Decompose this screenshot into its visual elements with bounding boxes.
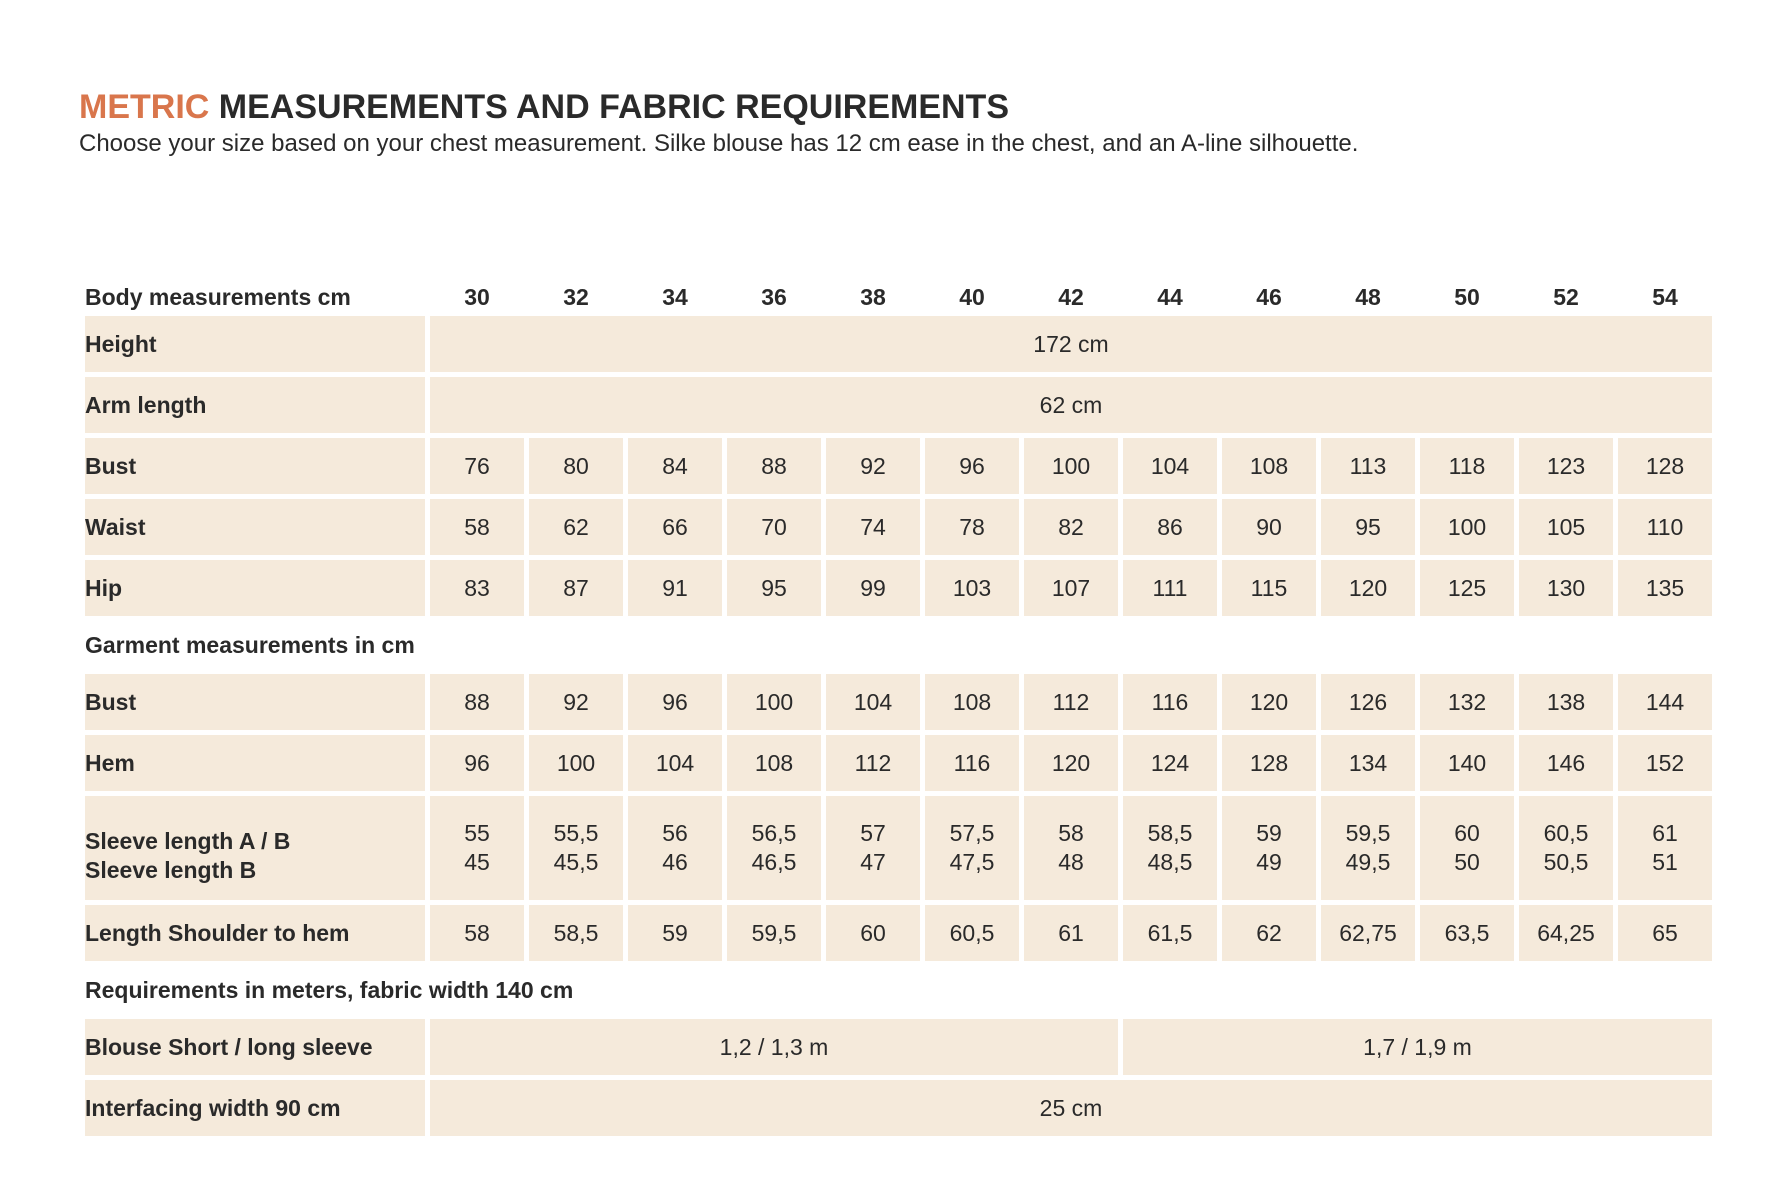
value-cell: 107: [1024, 560, 1118, 616]
value-cell: 108: [1222, 438, 1316, 494]
value-cell: 100: [529, 735, 623, 791]
sleeve-value-b: 45: [464, 849, 490, 875]
size-header: 54: [1652, 283, 1678, 310]
value-cell: 123: [1519, 438, 1613, 494]
value-cell: 146: [1519, 735, 1613, 791]
row-label: Bust: [85, 438, 425, 494]
height-value: 172 cm: [430, 316, 1712, 372]
value-cell: 100: [1024, 438, 1118, 494]
sleeve-value-a: 58: [1058, 820, 1084, 846]
value-cell: 87: [529, 560, 623, 616]
shoulder-row: [85, 905, 1712, 961]
title-accent: METRIC: [79, 88, 210, 126]
sleeve-value-a: 60,5: [1543, 820, 1589, 846]
row-label: Waist: [85, 499, 425, 555]
blouse-value-large: 1,7 / 1,9 m: [1123, 1019, 1712, 1075]
requirements-section-row: [85, 966, 1712, 1014]
value-cell: 108: [925, 674, 1019, 730]
row-label: Hem: [85, 735, 425, 791]
value-cell: 58: [430, 905, 524, 961]
sleeve-value-b: 50,5: [1543, 849, 1589, 875]
sleeve-value-a: 59,5: [1345, 820, 1391, 846]
value-cell: 112: [1024, 674, 1118, 730]
value-cell: 61: [1024, 905, 1118, 961]
value-cell: 138: [1519, 674, 1613, 730]
value-cell: 59,5: [727, 905, 821, 961]
blouse-value-small: 1,2 / 1,3 m: [430, 1019, 1118, 1075]
value-cell: 134: [1321, 735, 1415, 791]
sleeve-value-a: 56: [662, 820, 688, 846]
value-cell: 96: [925, 438, 1019, 494]
sleeve-value-b: 46: [662, 849, 688, 875]
value-cell: 95: [727, 560, 821, 616]
value-cell: 62: [1222, 905, 1316, 961]
sleeve-value-a: 56,5: [751, 820, 797, 846]
section-heading: Garment measurements in cm: [85, 631, 415, 658]
sleeve-value-b: 46,5: [751, 849, 797, 875]
sleeve-value-b: 49: [1256, 849, 1282, 875]
header-row: [85, 283, 1712, 311]
value-cell: 66: [628, 499, 722, 555]
sleeve-value-a: 60: [1454, 820, 1480, 846]
blouse-row: [85, 1019, 1712, 1075]
size-header: 52: [1553, 283, 1579, 310]
garment-row: [85, 735, 1712, 791]
value-cell: 130: [1519, 560, 1613, 616]
sleeve-value-cell: [826, 796, 920, 900]
size-header: 42: [1058, 283, 1084, 310]
value-cell: 99: [826, 560, 920, 616]
value-cell: 86: [1123, 499, 1217, 555]
value-cell: 58,5: [529, 905, 623, 961]
size-chart-table: [80, 278, 1717, 1141]
value-cell: 120: [1321, 560, 1415, 616]
value-cell: 88: [727, 438, 821, 494]
size-header: 44: [1157, 283, 1183, 310]
value-cell: 62: [529, 499, 623, 555]
sleeve-value-cell: [430, 796, 524, 900]
sleeve-value-cell: [529, 796, 623, 900]
value-cell: 124: [1123, 735, 1217, 791]
sleeve-value-cell: [1420, 796, 1514, 900]
size-header: 30: [464, 283, 490, 310]
row-label: Blouse Short / long sleeve: [85, 1019, 425, 1075]
value-cell: 100: [727, 674, 821, 730]
value-cell: 140: [1420, 735, 1514, 791]
sleeve-value-cell: [1618, 796, 1712, 900]
row-label: Arm length: [85, 377, 425, 433]
interfacing-row: [85, 1080, 1712, 1136]
value-cell: 125: [1420, 560, 1514, 616]
size-header: 40: [959, 283, 985, 310]
arm-length-value: 62 cm: [430, 377, 1712, 433]
size-header: 38: [860, 283, 886, 310]
sleeve-value-b: 48,5: [1147, 849, 1193, 875]
value-cell: 108: [727, 735, 821, 791]
arm-length-row: [85, 377, 1712, 433]
sleeve-value-b: 48: [1058, 849, 1084, 875]
value-cell: 96: [430, 735, 524, 791]
size-header: 46: [1256, 283, 1282, 310]
value-cell: 83: [430, 560, 524, 616]
page-title: [79, 88, 1009, 127]
sleeve-value-a: 55,5: [553, 820, 599, 846]
value-cell: 112: [826, 735, 920, 791]
sleeve-value-b: 47,5: [949, 849, 995, 875]
value-cell: 120: [1222, 674, 1316, 730]
sleeve-value-cell: [1123, 796, 1217, 900]
sleeve-value-cell: [628, 796, 722, 900]
body-row: [85, 438, 1712, 494]
value-cell: 64,25: [1519, 905, 1613, 961]
value-cell: 78: [925, 499, 1019, 555]
size-chart-body: [85, 283, 1712, 1136]
value-cell: 91: [628, 560, 722, 616]
value-cell: 103: [925, 560, 1019, 616]
section-heading: Requirements in meters, fabric width 140 cm: [85, 976, 574, 1003]
size-header: 36: [761, 283, 787, 310]
sleeve-value-a: 58,5: [1147, 820, 1193, 846]
size-header: 48: [1355, 283, 1381, 310]
value-cell: 90: [1222, 499, 1316, 555]
sleeve-value-b: 47: [860, 849, 886, 875]
value-cell: 96: [628, 674, 722, 730]
sleeve-value-cell: [1321, 796, 1415, 900]
garment-row: [85, 674, 1712, 730]
sleeve-value-a: 57: [860, 820, 886, 846]
row-label: Hip: [85, 560, 425, 616]
row-label: Height: [85, 316, 425, 372]
value-cell: 92: [826, 438, 920, 494]
sleeve-label-b: Sleeve length B: [85, 857, 257, 883]
value-cell: 70: [727, 499, 821, 555]
value-cell: 110: [1618, 499, 1712, 555]
value-cell: 92: [529, 674, 623, 730]
size-header: 32: [563, 283, 589, 310]
value-cell: 132: [1420, 674, 1514, 730]
value-cell: 84: [628, 438, 722, 494]
value-cell: 58: [430, 499, 524, 555]
size-header: 50: [1454, 283, 1480, 310]
sleeve-row: [85, 796, 1712, 900]
value-cell: 88: [430, 674, 524, 730]
body-row: [85, 560, 1712, 616]
value-cell: 59: [628, 905, 722, 961]
sleeve-value-b: 50: [1454, 849, 1480, 875]
value-cell: 128: [1222, 735, 1316, 791]
interfacing-value: 25 cm: [430, 1080, 1712, 1136]
value-cell: 111: [1123, 560, 1217, 616]
page-subtitle: Choose your size based on your chest measurement. Silke blouse has 12 cm ease in the chest, and an A-line silhouette.: [79, 130, 1359, 157]
body-row: [85, 499, 1712, 555]
header-label: Body measurements cm: [85, 283, 351, 310]
value-cell: 65: [1618, 905, 1712, 961]
sleeve-value-cell: [1024, 796, 1118, 900]
sleeve-value-a: 57,5: [949, 820, 995, 846]
sleeve-value-b: 49,5: [1345, 849, 1391, 875]
value-cell: 62,75: [1321, 905, 1415, 961]
sleeve-label-a: Sleeve length A / B: [85, 828, 291, 854]
value-cell: 135: [1618, 560, 1712, 616]
sleeve-value-a: 61: [1652, 820, 1678, 846]
value-cell: 80: [529, 438, 623, 494]
sleeve-value-cell: [727, 796, 821, 900]
sleeve-value-a: 59: [1256, 820, 1282, 846]
value-cell: 61,5: [1123, 905, 1217, 961]
value-cell: 82: [1024, 499, 1118, 555]
value-cell: 152: [1618, 735, 1712, 791]
value-cell: 95: [1321, 499, 1415, 555]
value-cell: 100: [1420, 499, 1514, 555]
value-cell: 144: [1618, 674, 1712, 730]
value-cell: 60,5: [925, 905, 1019, 961]
value-cell: 126: [1321, 674, 1415, 730]
sleeve-value-cell: [1222, 796, 1316, 900]
sleeve-value-cell: [1519, 796, 1613, 900]
row-label: Length Shoulder to hem: [85, 905, 425, 961]
size-header: 34: [662, 283, 688, 310]
value-cell: 74: [826, 499, 920, 555]
value-cell: 116: [925, 735, 1019, 791]
value-cell: 63,5: [1420, 905, 1514, 961]
sleeve-value-b: 51: [1652, 849, 1678, 875]
value-cell: 104: [1123, 438, 1217, 494]
value-cell: 105: [1519, 499, 1613, 555]
height-row: [85, 316, 1712, 372]
value-cell: 104: [826, 674, 920, 730]
sleeve-value-b: 45,5: [553, 849, 599, 875]
value-cell: 113: [1321, 438, 1415, 494]
row-label: Interfacing width 90 cm: [85, 1080, 425, 1136]
value-cell: 60: [826, 905, 920, 961]
value-cell: 118: [1420, 438, 1514, 494]
value-cell: 115: [1222, 560, 1316, 616]
value-cell: 76: [430, 438, 524, 494]
row-label: [85, 796, 425, 900]
value-cell: 116: [1123, 674, 1217, 730]
value-cell: 104: [628, 735, 722, 791]
row-label: Bust: [85, 674, 425, 730]
value-cell: 128: [1618, 438, 1712, 494]
title-rest: MEASUREMENTS AND FABRIC REQUIREMENTS: [218, 88, 1009, 126]
sleeve-value-a: 55: [464, 820, 490, 846]
sleeve-value-cell: [925, 796, 1019, 900]
value-cell: 120: [1024, 735, 1118, 791]
garment-section-row: [85, 621, 1712, 669]
